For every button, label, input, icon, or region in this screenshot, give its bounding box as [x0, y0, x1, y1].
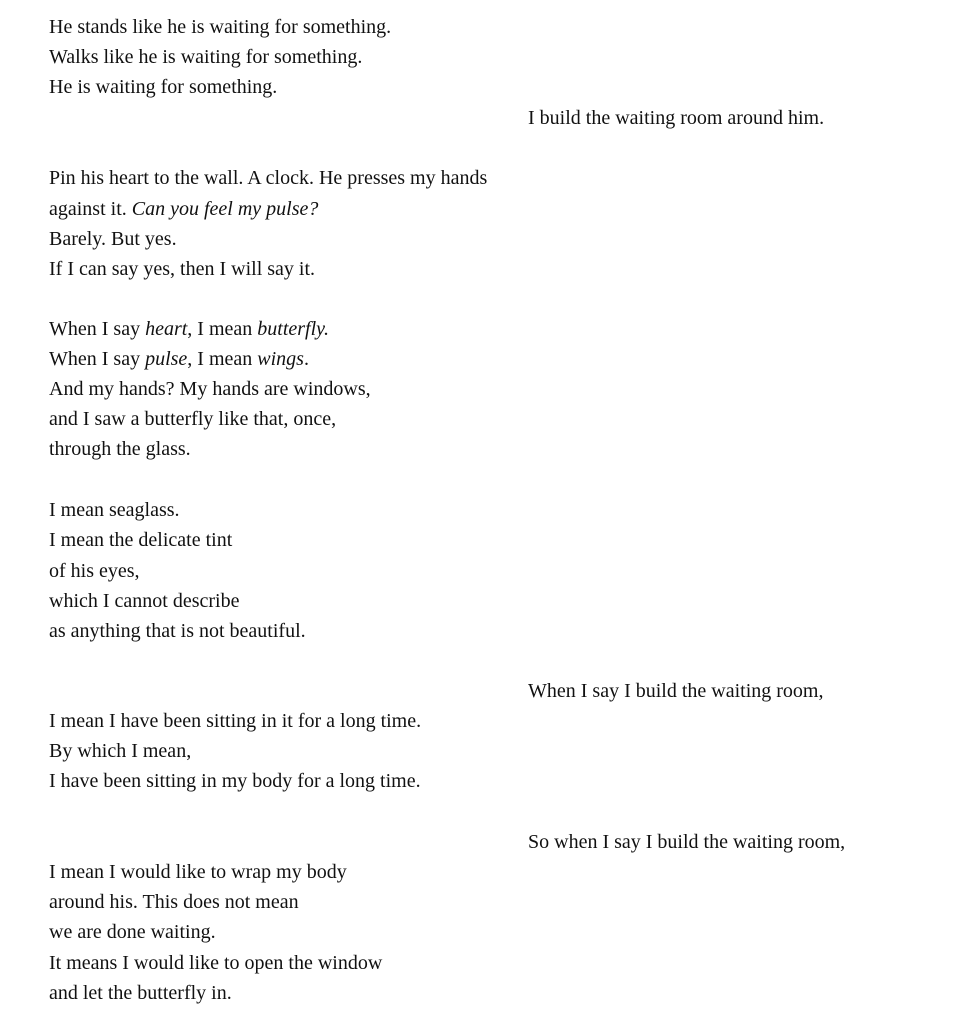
poem-line: I have been sitting in my body for a long time. [49, 770, 421, 792]
poem-line [49, 314, 329, 344]
poem-text: When I say [49, 318, 146, 340]
poem-line: I mean seaglass. [49, 499, 180, 521]
poem-line: I mean the delicate tint [49, 529, 233, 551]
poem-italic-text: wings [257, 348, 304, 370]
poem-line: If I can say yes, then I will say it. [49, 258, 316, 280]
poem-text: . [303, 348, 309, 370]
poem-text: , I mean [187, 348, 258, 370]
poem-text: When I say [49, 348, 146, 370]
poem-line: around his. This does not mean [49, 891, 299, 913]
poem-line [49, 194, 318, 224]
poem-line: And my hands? My hands are windows, [49, 378, 371, 400]
poem-line-indented: So when I say I build the waiting room, [528, 831, 846, 853]
poem-italic-text: heart [145, 318, 188, 340]
poem-italic-text: pulse [145, 348, 188, 370]
poem-text: , I mean [187, 318, 258, 340]
poem-line: as anything that is not beautiful. [49, 620, 306, 642]
poem-line: and I saw a butterfly like that, once, [49, 408, 337, 430]
poem-line-indented: I build the waiting room around him. [528, 107, 825, 129]
poem-italic-text: Can you feel my pulse? [131, 198, 319, 220]
poem-line: Walks like he is waiting for something. [49, 46, 363, 68]
poem-line-indented: When I say I build the waiting room, [528, 680, 824, 702]
poem-line: He stands like he is waiting for something. [49, 16, 392, 38]
poem-line: It means I would like to open the window [49, 952, 383, 974]
poem-line: He is waiting for something. [49, 76, 278, 98]
poem-line: we are done waiting. [49, 921, 216, 943]
poem-line [49, 344, 309, 374]
poem-line: of his eyes, [49, 560, 140, 582]
poem-text: against it. [49, 198, 132, 220]
poem-line: through the glass. [49, 438, 191, 460]
poem-line: which I cannot describe [49, 590, 240, 612]
poem-line: I mean I would like to wrap my body [49, 861, 347, 883]
poem-line: I mean I have been sitting in it for a long time. [49, 710, 422, 732]
poem-line: By which I mean, [49, 740, 192, 762]
poem-line: Pin his heart to the wall. A clock. He presses my hands [49, 167, 488, 189]
poem-italic-text: butterfly. [257, 318, 329, 340]
poem-line: Barely. But yes. [49, 228, 177, 250]
poem-line: and let the butterfly in. [49, 982, 232, 1004]
